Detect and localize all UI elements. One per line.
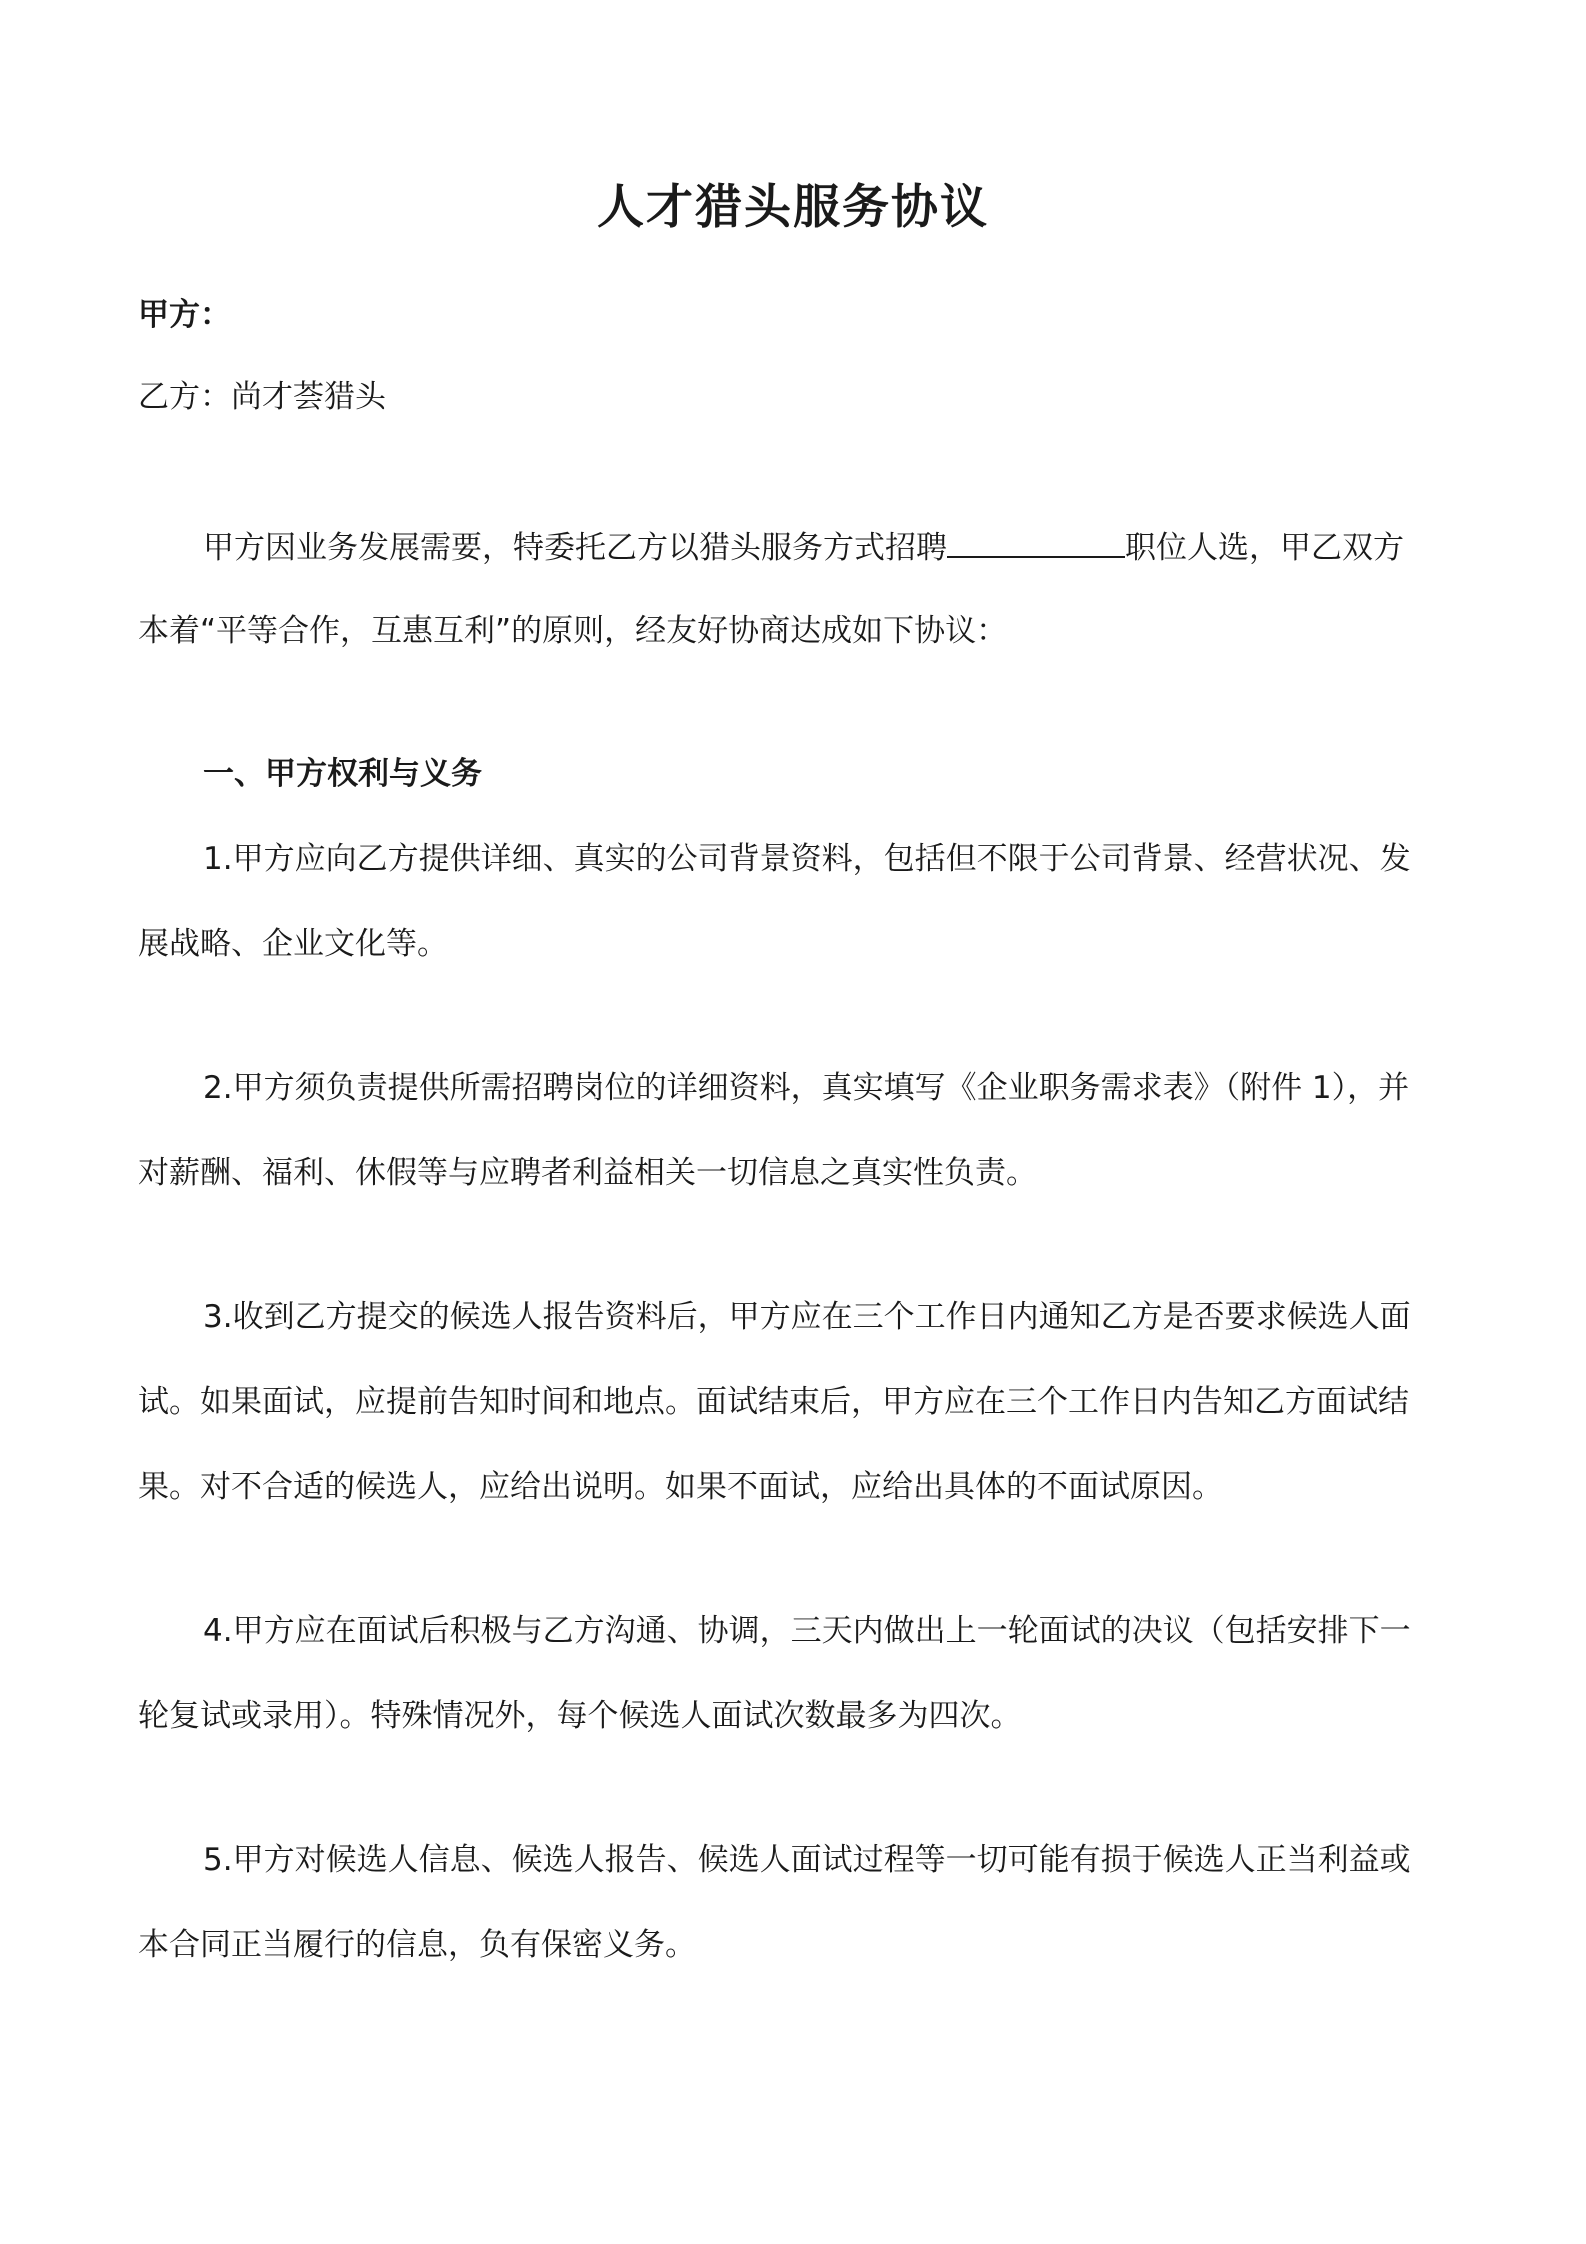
clause-3-line-3: 果。对不合适的候选人，应给出说明。如果不面试，应给出具体的不面试原因。	[138, 1469, 1223, 1505]
preamble-line-2: 本着“平等合作，互惠互利”的原则，经友好协商达成如下协议：	[138, 613, 1008, 649]
party-b-name: 尚才荟猎头	[231, 379, 386, 415]
clause-2-line-2: 对薪酬、福利、休假等与应聘者利益相关一切信息之真实性负责。	[138, 1155, 1037, 1191]
party-a-label: 甲方：	[138, 297, 231, 333]
preamble-text-1: 甲方因业务发展需要，特委托乙方以猎头服务方式招聘	[203, 530, 947, 566]
clause-5-line-1: 5.甲方对候选人信息、候选人报告、候选人面试过程等一切可能有损于候选人正当利益或	[203, 1842, 1411, 1878]
clause-2-line-1: 2.甲方须负责提供所需招聘岗位的详细资料，真实填写《企业职务需求表》（附件 1），并	[203, 1070, 1410, 1106]
party-b-line	[138, 375, 1458, 419]
party-b-label: 乙方：	[138, 379, 231, 415]
document-title: 人才猎头服务协议	[597, 180, 989, 235]
clause-4-line-2: 轮复试或录用）。特殊情况外，每个候选人面试次数最多为四次。	[138, 1698, 1022, 1734]
clause-3-line-2: 试。如果面试，应提前告知时间和地点。面试结束后，甲方应在三个工作日内告知乙方面试结	[138, 1384, 1409, 1420]
clause-3-line-1: 3.收到乙方提交的候选人报告资料后，甲方应在三个工作日内通知乙方是否要求候选人面	[203, 1299, 1411, 1335]
section-heading: 一、甲方权利与义务	[203, 756, 482, 792]
clause-4-line-1: 4.甲方应在面试后积极与乙方沟通、协调，三天内做出上一轮面试的决议（包括安排下一	[203, 1613, 1411, 1649]
clause-1-line-2: 展战略、企业文化等。	[138, 926, 448, 962]
preamble-text-2: 职位人选，甲乙双方	[1125, 530, 1404, 566]
clause-5-line-2: 本合同正当履行的信息，负有保密义务。	[138, 1927, 696, 1963]
clause-1-line-1: 1.甲方应向乙方提供详细、真实的公司背景资料，包括但不限于公司背景、经营状况、发	[203, 841, 1411, 877]
position-blank	[947, 522, 1125, 558]
preamble-line-1	[203, 522, 1523, 570]
